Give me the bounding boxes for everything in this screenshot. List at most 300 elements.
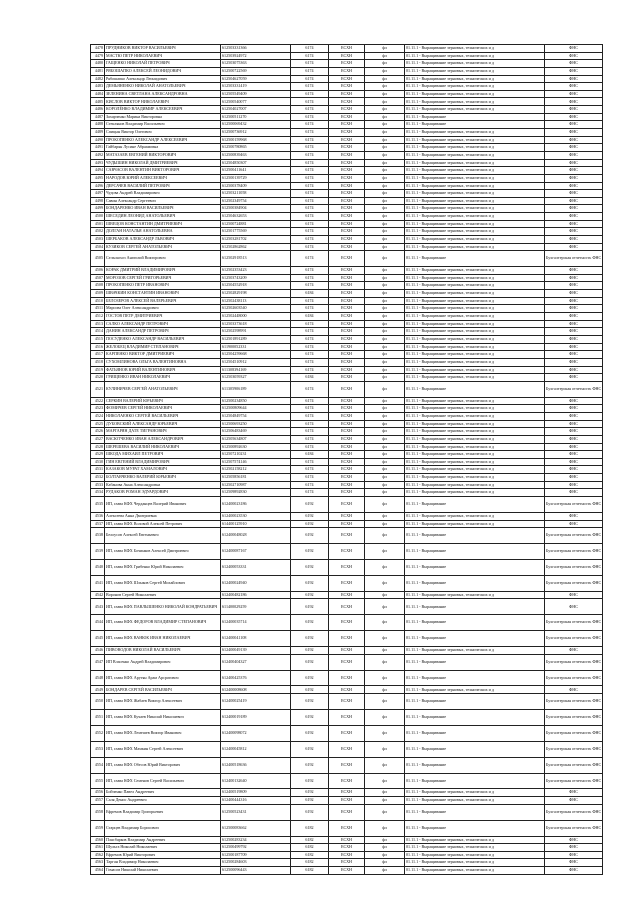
tax-office-code-cell: 6184: [291, 374, 329, 382]
row-number-cell: 4553: [91, 741, 105, 757]
inn-cell: 612400087167: [221, 544, 291, 560]
tax-office-code-cell: 6174: [291, 251, 329, 267]
inn-cell: 612400482186: [221, 591, 291, 599]
row-number-cell: 4478: [91, 45, 105, 53]
entrepreneur-name-cell: Рябошапко Александр Леонидович: [105, 75, 221, 83]
row-number-cell: 4487: [91, 113, 105, 121]
person-type-cell: фл: [365, 615, 405, 631]
tax-office-code-cell: 6174: [291, 335, 329, 343]
tax-office-code-cell: 6174: [291, 90, 329, 98]
table-row: [91, 190, 603, 198]
agency-cell: ФНС: [545, 113, 603, 121]
row-number-cell: 4486: [91, 106, 105, 114]
table-row: [91, 710, 603, 726]
row-number-cell: 4519: [91, 366, 105, 374]
agency-cell: Бухгалтерская отчетность ФНС: [545, 820, 603, 836]
entrepreneur-name-cell: БОНДАРЕНКО ИВАН ВАСИЛЬЕВИЧ: [105, 205, 221, 213]
agency-cell: Бухгалтерская отчетность ФНС: [545, 670, 603, 686]
row-number-cell: 4516: [91, 343, 105, 351]
table-row: [91, 631, 603, 647]
table-row: [91, 144, 603, 152]
tax-regime-cell: ЕСХН: [329, 351, 365, 359]
tax-office-code-cell: 6192: [291, 512, 329, 520]
table-row: [91, 297, 603, 305]
activity-cell: 01.11.1 - Выращивание зерновых, технических и д: [405, 52, 545, 60]
tax-office-code-cell: 6174: [291, 113, 329, 121]
row-number-cell: 4499: [91, 205, 105, 213]
inn-cell: 612500724881: [221, 220, 291, 228]
tax-regime-cell: ЕСХН: [329, 725, 365, 741]
inn-cell: 612503281702: [221, 236, 291, 244]
person-type-cell: фл: [365, 458, 405, 466]
agency-cell: ФНС: [545, 52, 603, 60]
agency-cell: ФНС: [545, 182, 603, 190]
agency-cell: ФНС: [545, 647, 603, 655]
tax-office-code-cell: 6174: [291, 274, 329, 282]
agency-cell: ФНС: [545, 686, 603, 694]
tax-regime-cell: ЕСХН: [329, 106, 365, 114]
activity-cell: 01.11.1 - Выращивание: [405, 654, 545, 670]
table-row: [91, 544, 603, 560]
entrepreneur-name-cell: КОРАК ДМИТРИЙ ВЛАДИМИРОВИЧ: [105, 267, 221, 275]
inn-cell: 612502603540: [221, 305, 291, 313]
table-row: [91, 789, 603, 797]
person-type-cell: фл: [365, 789, 405, 797]
person-type-cell: фл: [365, 83, 405, 91]
activity-cell: 01.11.1 - Выращивание зерновых, технических и д: [405, 174, 545, 182]
activity-cell: 01.11.1 - Выращивание зерновых, технических и д: [405, 136, 545, 144]
inn-cell: 612500384904: [221, 205, 291, 213]
activity-cell: 01.11.1 - Выращивание зерновых, технических и д: [405, 213, 545, 221]
agency-cell: ФНС: [545, 789, 603, 797]
tax-regime-cell: ЕСХН: [329, 251, 365, 267]
tax-regime-cell: ЕСХН: [329, 591, 365, 599]
tax-office-code-cell: 6174: [291, 343, 329, 351]
table-row: [91, 236, 603, 244]
tax-regime-cell: ЕСХН: [329, 228, 365, 236]
agency-cell: ФНС: [545, 159, 603, 167]
row-number-cell: 4551: [91, 710, 105, 726]
person-type-cell: фл: [365, 559, 405, 575]
tax-regime-cell: ЕСХН: [329, 60, 365, 68]
table-row: [91, 335, 603, 343]
tax-office-code-cell: 6174: [291, 228, 329, 236]
person-type-cell: фл: [365, 757, 405, 773]
person-type-cell: фл: [365, 144, 405, 152]
agency-cell: ФНС: [545, 290, 603, 298]
tax-regime-cell: ЕСХН: [329, 267, 365, 275]
tax-regime-cell: ЕСХН: [329, 804, 365, 820]
entrepreneur-name-cell: МОРОЗОВ СЕРГЕЙ ГРИГОРЬЕВИЧ: [105, 274, 221, 282]
tax-office-code-cell: 6174: [291, 106, 329, 114]
entrepreneur-name-cell: ШВЕЦОВ КОНСТАНТИН ДМИТРИЕВИЧ: [105, 220, 221, 228]
activity-cell: 01.11.1 - Выращивание зерновых, технических и д: [405, 520, 545, 528]
tax-office-code-cell: 6184: [291, 290, 329, 298]
activity-cell: 01.11.1 - Выращивание зерновых, технических и д: [405, 859, 545, 867]
person-type-cell: фл: [365, 836, 405, 844]
entrepreneur-name-cell: КАРПЕНКО ВИКТОР ДМИТРИЕВИЧ: [105, 351, 221, 359]
entrepreneur-name-cell: ШВАЧКИН КОНСТАНТИН ИВАНОВИЧ: [105, 290, 221, 298]
table-row: [91, 213, 603, 221]
tax-office-code-cell: 6192: [291, 670, 329, 686]
agency-cell: ФНС: [545, 60, 603, 68]
tax-regime-cell: ЕСХН: [329, 451, 365, 459]
tax-office-code-cell: 6174: [291, 443, 329, 451]
person-type-cell: фл: [365, 481, 405, 489]
entrepreneur-name-cell: САВЧАСОВ ВАЛЕНТИН ВИКТОРОВИЧ: [105, 167, 221, 175]
row-number-cell: 4514: [91, 328, 105, 336]
table-row: [91, 851, 603, 859]
row-number-cell: 4561: [91, 844, 105, 852]
entrepreneur-name-cell: ГОСТОВ ПЕТР ДМИТРИЕВИЧ: [105, 313, 221, 321]
registry-table: [90, 44, 603, 875]
row-number-cell: 4562: [91, 851, 105, 859]
table-row: [91, 328, 603, 336]
row-number-cell: 4495: [91, 174, 105, 182]
inn-cell: 612500096443: [221, 867, 291, 875]
entrepreneur-name-cell: СЕРКИН ВАЛЕРИЙ ЮРЬЕВИЧ: [105, 397, 221, 405]
person-type-cell: фл: [365, 591, 405, 599]
row-number-cell: 4509: [91, 290, 105, 298]
entrepreneur-name-cell: ЧУДЫШИН НИКОЛАЙ ДМИТРИЕВИЧ: [105, 159, 221, 167]
agency-cell: ФНС: [545, 313, 603, 321]
tax-regime-cell: ЕСХН: [329, 90, 365, 98]
table-row: [91, 251, 603, 267]
tax-regime-cell: ЕСХН: [329, 773, 365, 789]
table-row: [91, 654, 603, 670]
person-type-cell: фл: [365, 113, 405, 121]
row-number-cell: 4542: [91, 591, 105, 599]
entrepreneur-name-cell: ВАСЮТЧЕНКО ИВАН АЛЕКСАНДРОВИЧ: [105, 435, 221, 443]
activity-cell: 01.11.1 - Выращивание зерновых, технических и д: [405, 45, 545, 53]
table-row: [91, 575, 603, 591]
row-number-cell: 4480: [91, 60, 105, 68]
activity-cell: 01.11.1 - Выращивание зерновых, технических и д: [405, 867, 545, 875]
row-number-cell: 4545: [91, 631, 105, 647]
tax-office-code-cell: 6192: [291, 631, 329, 647]
person-type-cell: фл: [365, 60, 405, 68]
entrepreneur-name-cell: САЛКО АЛЕКСАНДР ПЕТРОВИЧ: [105, 320, 221, 328]
agency-cell: ФНС: [545, 129, 603, 137]
table-row: [91, 205, 603, 213]
row-number-cell: 4536: [91, 512, 105, 520]
inn-cell: 612502598991: [221, 328, 291, 336]
tax-office-code-cell: 6174: [291, 60, 329, 68]
tax-regime-cell: ЕСХН: [329, 757, 365, 773]
agency-cell: ФНС: [545, 405, 603, 413]
row-number-cell: 4489: [91, 129, 105, 137]
row-number-cell: 4554: [91, 757, 105, 773]
person-type-cell: фл: [365, 741, 405, 757]
row-number-cell: 4508: [91, 282, 105, 290]
inn-cell: 612400023530: [221, 512, 291, 520]
inn-cell: 612400132640: [221, 773, 291, 789]
tax-regime-cell: ЕСХН: [329, 83, 365, 91]
agency-cell: ФНС: [545, 836, 603, 844]
tax-office-code-cell: 6174: [291, 474, 329, 482]
row-number-cell: 4505: [91, 251, 105, 267]
tax-regime-cell: ЕСХН: [329, 741, 365, 757]
person-type-cell: фл: [365, 121, 405, 129]
row-number-cell: 4534: [91, 489, 105, 497]
table-row: [91, 374, 603, 382]
table-row: [91, 694, 603, 710]
table-row: [91, 60, 603, 68]
person-type-cell: фл: [365, 725, 405, 741]
table-row: [91, 274, 603, 282]
tax-office-code-cell: 6192: [291, 686, 329, 694]
tax-regime-cell: ЕСХН: [329, 428, 365, 436]
table-row: [91, 136, 603, 144]
agency-cell: Бухгалтерская отчетность ФНС: [545, 528, 603, 544]
entrepreneur-name-cell: ДЕРСАЧЕВ ВАСИЛИЙ ПЕТРОВИЧ: [105, 182, 221, 190]
inn-cell: 612504627059: [221, 75, 291, 83]
agency-cell: ФНС: [545, 144, 603, 152]
person-type-cell: фл: [365, 182, 405, 190]
person-type-cell: фл: [365, 670, 405, 686]
agency-cell: ФНС: [545, 351, 603, 359]
activity-cell: 01.11.1 - Выращивание зерновых, технических и д: [405, 67, 545, 75]
activity-cell: 01.11.1 - Выращивание: [405, 121, 545, 129]
inn-cell: 612400019189: [221, 710, 291, 726]
person-type-cell: фл: [365, 710, 405, 726]
entrepreneur-name-cell: ЗЕЛЕНИНА СВЕТЛАНА АЛЕКСАНДРОВНА: [105, 90, 221, 98]
person-type-cell: фл: [365, 305, 405, 313]
table-row: [91, 647, 603, 655]
row-number-cell: 4492: [91, 151, 105, 159]
tax-regime-cell: ЕСХН: [329, 867, 365, 875]
tax-office-code-cell: 6174: [291, 190, 329, 198]
table-row: [91, 351, 603, 359]
activity-cell: 01.11.1 - Выращивание зерновых, технических и д: [405, 458, 545, 466]
activity-cell: 01.11.1 - Выращивание зерновых, технических и д: [405, 297, 545, 305]
tax-regime-cell: ЕСХН: [329, 381, 365, 397]
row-number-cell: 4504: [91, 243, 105, 251]
tax-office-code-cell: 6174: [291, 481, 329, 489]
person-type-cell: фл: [365, 351, 405, 359]
table-row: [91, 458, 603, 466]
agency-cell: ФНС: [545, 243, 603, 251]
agency-cell: Бухгалтерская отчетность ФНС: [545, 654, 603, 670]
table-row: [91, 83, 603, 91]
activity-cell: 01.11.1 - Выращивание: [405, 381, 545, 397]
tax-office-code-cell: 6192: [291, 647, 329, 655]
row-number-cell: 4541: [91, 575, 105, 591]
row-number-cell: 4498: [91, 197, 105, 205]
inn-cell: 612500159968: [221, 136, 291, 144]
inn-cell: 612504510912: [221, 358, 291, 366]
tax-office-code-cell: 6174: [291, 197, 329, 205]
activity-cell: 01.11.1 - Выращивание зерновых, технических и д: [405, 320, 545, 328]
tax-office-code-cell: 6174: [291, 466, 329, 474]
tax-regime-cell: ЕСХН: [329, 420, 365, 428]
inn-cell: 612504259668: [221, 351, 291, 359]
agency-cell: ФНС: [545, 75, 603, 83]
activity-cell: 01.11.1 - Выращивание зерновых, технических и д: [405, 144, 545, 152]
activity-cell: 01.11.1 - Выращивание: [405, 773, 545, 789]
tax-office-code-cell: 6192: [291, 710, 329, 726]
inn-cell: 612500511270: [221, 113, 291, 121]
tax-regime-cell: ЕСХН: [329, 121, 365, 129]
entrepreneur-name-cell: ЖЕЛОБЕЦ ВЛАДИМИР СТЕПАНОВИЧ: [105, 343, 221, 351]
tax-office-code-cell: 6192: [291, 520, 329, 528]
tax-regime-cell: ЕСХН: [329, 313, 365, 321]
entrepreneur-name-cell: ГИН ЕВГЕНИЙ ВЛАДИМИРОВИЧ: [105, 458, 221, 466]
tax-regime-cell: ЕСХН: [329, 512, 365, 520]
activity-cell: 01.11.1 - Выращивание зерновых, технических и д: [405, 167, 545, 175]
person-type-cell: фл: [365, 98, 405, 106]
row-number-cell: 4481: [91, 67, 105, 75]
inn-cell: 612504552918: [221, 282, 291, 290]
entrepreneur-name-cell: ШКОДА МИХАИЛ ПЕТРОВИЧ: [105, 451, 221, 459]
entrepreneur-name-cell: Шульга Николай Николаевич: [105, 844, 221, 852]
tax-regime-cell: ЕСХН: [329, 159, 365, 167]
table-row: [91, 151, 603, 159]
person-type-cell: фл: [365, 290, 405, 298]
tax-regime-cell: ЕСХН: [329, 489, 365, 497]
inn-cell: 612400041108: [221, 631, 291, 647]
row-number-cell: 4484: [91, 90, 105, 98]
entrepreneur-name-cell: ФАТЬЯНОВ ЮРИЙ ВАЛЕНТИНОВИЧ: [105, 366, 221, 374]
tax-regime-cell: ЕСХН: [329, 190, 365, 198]
activity-cell: 01.11.1 - Выращивание: [405, 559, 545, 575]
entrepreneur-name-cell: ИП, глава КФХ Черданцев Валерий Иванович: [105, 497, 221, 513]
inn-cell: 611305906189: [221, 381, 291, 397]
tax-office-code-cell: 6174: [291, 305, 329, 313]
row-number-cell: 4529: [91, 451, 105, 459]
person-type-cell: фл: [365, 243, 405, 251]
table-row: [91, 220, 603, 228]
tax-regime-cell: ЕСХН: [329, 282, 365, 290]
table-row: [91, 443, 603, 451]
entrepreneur-name-cell: ДАНИН АЛЕКСАНДР ПЕТРОВИЧ: [105, 328, 221, 336]
activity-cell: 01.11.1 - Выращивание зерновых, технических и д: [405, 647, 545, 655]
tax-regime-cell: ЕСХН: [329, 544, 365, 560]
row-number-cell: 4558: [91, 804, 105, 820]
inn-cell: 612501891289: [221, 335, 291, 343]
person-type-cell: фл: [365, 867, 405, 875]
person-type-cell: фл: [365, 804, 405, 820]
tax-regime-cell: ЕСХН: [329, 435, 365, 443]
tax-regime-cell: ЕСХН: [329, 443, 365, 451]
table-row: [91, 98, 603, 106]
tax-office-code-cell: 6182: [291, 820, 329, 836]
tax-regime-cell: ЕСХН: [329, 481, 365, 489]
activity-cell: 01.11.1 - Выращивание зерновых, технических и д: [405, 182, 545, 190]
person-type-cell: фл: [365, 405, 405, 413]
table-row: [91, 167, 603, 175]
activity-cell: 01.11.1 - Выращивание: [405, 575, 545, 591]
tax-regime-cell: ЕСХН: [329, 343, 365, 351]
row-number-cell: 4543: [91, 599, 105, 615]
agency-cell: ФНС: [545, 174, 603, 182]
person-type-cell: фл: [365, 320, 405, 328]
entrepreneur-name-cell: ИП, глава КФХ Воловой Алексей Петрович: [105, 520, 221, 528]
person-type-cell: фл: [365, 236, 405, 244]
entrepreneur-name-cell: Бойченко Павел Андреевич: [105, 789, 221, 797]
agency-cell: ФНС: [545, 328, 603, 336]
inn-cell: 612500722569: [221, 67, 291, 75]
table-row: [91, 282, 603, 290]
inn-cell: 612505549409: [221, 90, 291, 98]
tax-regime-cell: ЕСХН: [329, 243, 365, 251]
agency-cell: ФНС: [545, 136, 603, 144]
tax-regime-cell: ЕСХН: [329, 631, 365, 647]
tax-office-code-cell: 6174: [291, 297, 329, 305]
inn-cell: 612503211058: [221, 190, 291, 198]
entrepreneur-name-cell: РЯБОШАПКО АЛЕКСЕЙ ЛЕОНИДОВИЧ: [105, 67, 221, 75]
agency-cell: ФНС: [545, 343, 603, 351]
entrepreneur-name-cell: ИП, глава КФХ Шлыков Сергей Михайлович: [105, 575, 221, 591]
tax-regime-cell: ЕСХН: [329, 45, 365, 53]
tax-office-code-cell: 6192: [291, 741, 329, 757]
entrepreneur-name-cell: Плясбарков Владимир Андреевич: [105, 836, 221, 844]
row-number-cell: 4490: [91, 136, 105, 144]
row-number-cell: 4503: [91, 236, 105, 244]
tax-regime-cell: ЕСХН: [329, 859, 365, 867]
entrepreneur-name-cell: ИП, глава КФХ ФЕДОРОВ ВЛАДИМИР СТЕПАНОВИЧ: [105, 615, 221, 631]
entrepreneur-name-cell: Гомасов Николай Николаевич: [105, 867, 221, 875]
row-number-cell: 4523: [91, 405, 105, 413]
agency-cell: ФНС: [545, 335, 603, 343]
table-row: [91, 757, 603, 773]
tax-office-code-cell: 6174: [291, 435, 329, 443]
entrepreneur-name-cell: ИП, глава КФХ Семенов Сергей Васильевич: [105, 773, 221, 789]
agency-cell: ФНС: [545, 599, 603, 615]
person-type-cell: фл: [365, 631, 405, 647]
agency-cell: ФНС: [545, 844, 603, 852]
tax-office-code-cell: 6182: [291, 859, 329, 867]
activity-cell: 01.11.1 - Выращивание зерновых, технических и д: [405, 366, 545, 374]
agency-cell: Бухгалтерская отчетность ФНС: [545, 575, 603, 591]
entrepreneur-name-cell: БОЛТАВЧЕНКО ВАЛЕРИЙ ЮРЬЕВИЧ: [105, 474, 221, 482]
row-number-cell: 4552: [91, 725, 105, 741]
row-number-cell: 4513: [91, 320, 105, 328]
tax-office-code-cell: 6174: [291, 236, 329, 244]
row-number-cell: 4537: [91, 520, 105, 528]
activity-cell: 01.11.1 - Выращивание зерновых, технических и д: [405, 451, 545, 459]
entrepreneur-name-cell: МАСТЮ ПЕТР НИКОЛАЕВИЧ: [105, 52, 221, 60]
row-number-cell: 4546: [91, 647, 105, 655]
agency-cell: ФНС: [545, 305, 603, 313]
table-row: [91, 512, 603, 520]
inn-cell: 612500234850: [221, 397, 291, 405]
activity-cell: 01.11.1 - Выращивание зерновых, технических и д: [405, 274, 545, 282]
table-row: [91, 174, 603, 182]
activity-cell: 01.11.1 - Выращивание зерновых, технических и д: [405, 351, 545, 359]
agency-cell: ФНС: [545, 282, 603, 290]
agency-cell: ФНС: [545, 213, 603, 221]
activity-cell: 01.11.1 - Выращивание зерновых, технических и д: [405, 512, 545, 520]
table-row: [91, 420, 603, 428]
row-number-cell: 4564: [91, 867, 105, 875]
activity-cell: 01.11.1 - Выращивание зерновых, технических и д: [405, 466, 545, 474]
tax-office-code-cell: 6174: [291, 182, 329, 190]
row-number-cell: 4560: [91, 836, 105, 844]
tax-regime-cell: ЕСХН: [329, 75, 365, 83]
tax-office-code-cell: 6174: [291, 220, 329, 228]
tax-office-code-cell: 6174: [291, 75, 329, 83]
activity-cell: 01.11.1 - Выращивание зерновых, технических и д: [405, 686, 545, 694]
entrepreneur-name-cell: ДОЛГАН НАТАЛЬЯ АНАТОЛЬЕВНА: [105, 228, 221, 236]
entrepreneur-name-cell: ГАЩЕНКО НИКОЛАЙ ПЕТРОВИЧ: [105, 60, 221, 68]
tax-regime-cell: ЕСХН: [329, 374, 365, 382]
row-number-cell: 4493: [91, 159, 105, 167]
person-type-cell: фл: [365, 544, 405, 560]
person-type-cell: фл: [365, 136, 405, 144]
inn-cell: 612500411641: [221, 167, 291, 175]
row-number-cell: 4549: [91, 686, 105, 694]
